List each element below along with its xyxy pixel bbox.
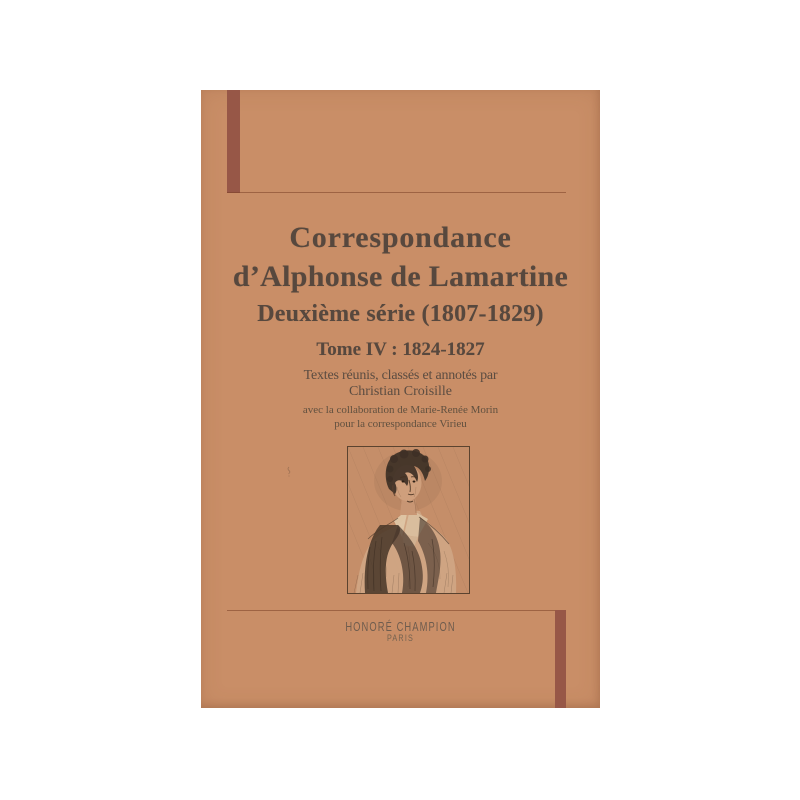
accent-bar-bottom	[555, 610, 566, 708]
stray-ink-mark	[286, 464, 292, 475]
publisher-name: HONORÉ CHAMPION	[345, 619, 456, 634]
editor-credit-line-1: Textes réunis, classés et annotés par	[303, 368, 498, 383]
lamartine-portrait-engraving	[347, 446, 470, 594]
editor-name: Christian Croisille	[348, 384, 453, 399]
book-cover	[201, 90, 600, 708]
portrait-illustration	[348, 447, 469, 593]
tome-subtitle: Tome IV : 1824-1827	[316, 339, 485, 360]
book-title-line-1: Correspondance	[289, 221, 512, 254]
publisher-city: PARIS	[386, 633, 415, 643]
collaboration-credit-line-1: avec la collaboration de Marie-Renée Morin	[302, 404, 499, 416]
series-subtitle: Deuxième série (1807-1829)	[257, 301, 544, 327]
book-title-line-2: d’Alphonse de Lamartine	[232, 260, 569, 293]
bottom-rule	[227, 610, 566, 611]
collaboration-credit-line-2: pour la correspondance Virieu	[334, 418, 467, 430]
top-rule	[227, 192, 566, 193]
accent-bar-top	[227, 90, 240, 193]
